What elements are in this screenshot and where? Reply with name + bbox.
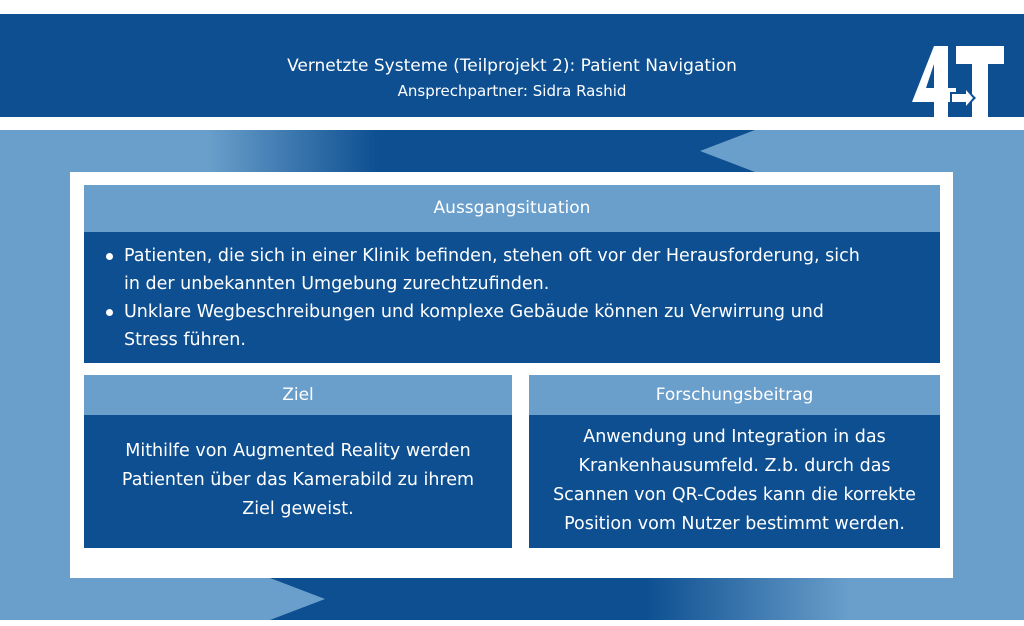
header-banner	[0, 14, 1024, 117]
goal-panel	[84, 415, 512, 548]
goal-heading: Ziel	[84, 375, 512, 415]
top-arrow-band	[0, 130, 1024, 172]
bullet-line: Patienten, die sich in einer Klinik befinden, stehen oft vor der Herausforderung, sich	[124, 246, 860, 266]
list-item	[106, 298, 920, 354]
4t-logo	[906, 42, 1006, 124]
research-line: Scannen von QR-Codes kann die korrekte	[553, 485, 916, 505]
goal-line: Ziel geweist.	[242, 499, 354, 519]
goal-line: Mithilfe von Augmented Reality werden	[125, 441, 471, 461]
situation-panel	[84, 232, 940, 363]
bullet-icon	[106, 253, 113, 260]
situation-bullet-list	[106, 242, 920, 354]
research-line: Position vom Nutzer bestimmt werden.	[564, 514, 905, 534]
contact-person: Ansprechpartner: Sidra Rashid	[397, 82, 627, 100]
goal-line: Patienten über das Kamerabild zu ihrem	[121, 470, 475, 490]
research-heading: Forschungsbeitrag	[529, 375, 940, 415]
bullet-line: in der unbekannten Umgebung zurechtzufinden.	[124, 274, 550, 294]
research-panel	[529, 415, 940, 548]
situation-heading: Aussgangsituation	[84, 185, 940, 232]
research-line: Anwendung und Integration in das	[583, 427, 886, 447]
list-item	[106, 242, 920, 298]
research-line: Krankenhausumfeld. Z.b. durch das	[578, 456, 891, 476]
research-text	[529, 423, 940, 539]
page-title: Vernetzte Systeme (Teilprojekt 2): Patient Navigation	[287, 56, 737, 76]
bottom-arrow-band	[0, 578, 1024, 620]
bullet-line: Stress führen.	[124, 330, 246, 350]
bullet-icon	[106, 309, 113, 316]
bullet-line: Unklare Wegbeschreibungen und komplexe Gebäude können zu Verwirrung und	[124, 302, 824, 322]
goal-text	[84, 437, 512, 524]
